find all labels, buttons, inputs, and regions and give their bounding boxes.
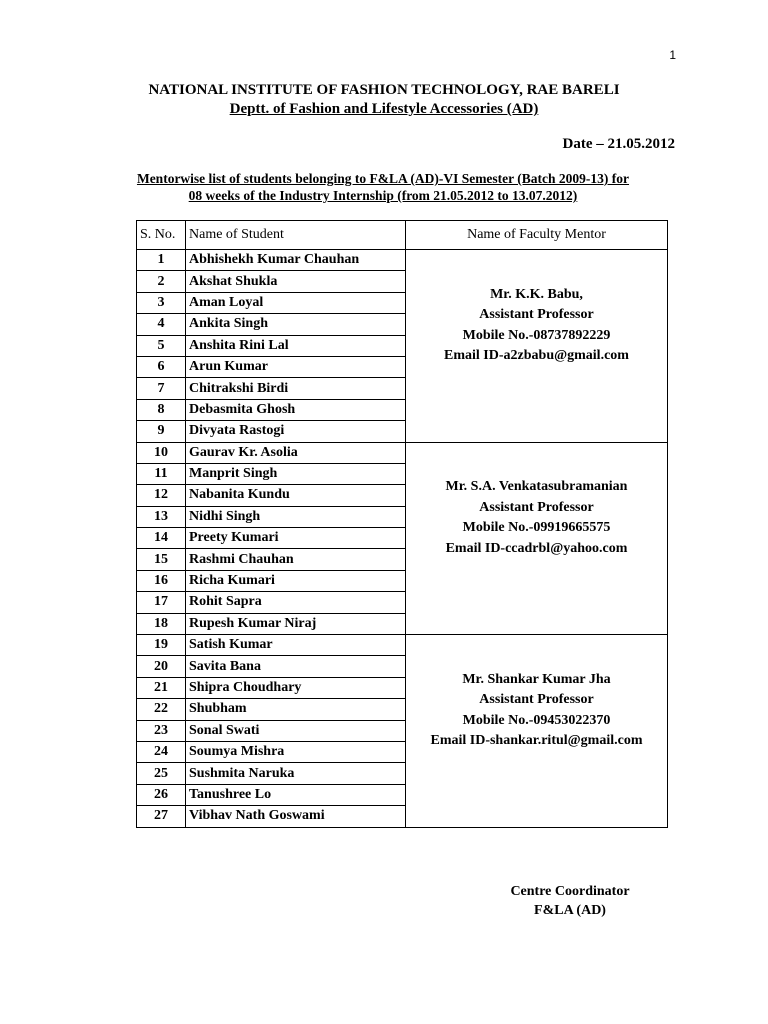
mentor-mobile: Mobile No.-09919665575 bbox=[462, 520, 611, 536]
mentor-name: Mr. Shankar Kumar Jha bbox=[462, 671, 611, 687]
coordinator-title: Centre Coordinator bbox=[510, 884, 630, 899]
student-name-cell: Sonal Swati bbox=[186, 720, 406, 741]
serial-number-cell: 22 bbox=[137, 699, 186, 720]
serial-number-cell: 10 bbox=[137, 442, 186, 463]
student-name-cell: Anshita Rini Lal bbox=[186, 335, 406, 356]
mentor-email: Email ID-shankar.ritul@gmail.com bbox=[430, 733, 643, 749]
serial-number-cell: 11 bbox=[137, 463, 186, 484]
serial-number-cell: 23 bbox=[137, 720, 186, 741]
table-header-row bbox=[137, 221, 668, 250]
mentor-designation: Assistant Professor bbox=[479, 307, 594, 323]
mentor-student-table bbox=[136, 220, 668, 828]
student-name-cell: Satish Kumar bbox=[186, 635, 406, 656]
department-title: Deptt. of Fashion and Lifestyle Accessories (AD) bbox=[229, 101, 539, 117]
serial-number-cell: 21 bbox=[137, 677, 186, 698]
mentor-mobile: Mobile No.-08737892229 bbox=[462, 327, 611, 343]
signature-block bbox=[470, 882, 670, 920]
serial-number-cell: 4 bbox=[137, 314, 186, 335]
serial-number-cell: 12 bbox=[137, 485, 186, 506]
serial-number-cell: 24 bbox=[137, 741, 186, 762]
mentor-name: Mr. K.K. Babu, bbox=[490, 286, 583, 302]
serial-number-cell: 20 bbox=[137, 656, 186, 677]
student-name-cell: Rupesh Kumar Niraj bbox=[186, 613, 406, 634]
student-name-cell: Akshat Shukla bbox=[186, 271, 406, 292]
mentor-name: Mr. S.A. Venkatasubramanian bbox=[445, 479, 628, 495]
student-name-cell: Divyata Rastogi bbox=[186, 421, 406, 442]
list-heading bbox=[110, 170, 656, 204]
student-name-cell: Nidhi Singh bbox=[186, 506, 406, 527]
mentor-email: Email ID-ccadrbl@yahoo.com bbox=[445, 540, 628, 556]
student-name-cell: Rashmi Chauhan bbox=[186, 549, 406, 570]
table-row bbox=[137, 635, 668, 656]
student-name-cell: Preety Kumari bbox=[186, 528, 406, 549]
serial-number-cell: 26 bbox=[137, 784, 186, 805]
student-name-cell: Debasmita Ghosh bbox=[186, 399, 406, 420]
mentor-mobile: Mobile No.-09453022370 bbox=[462, 712, 611, 728]
student-name-cell: Aman Loyal bbox=[186, 292, 406, 313]
serial-number-cell: 8 bbox=[137, 399, 186, 420]
serial-number-cell: 2 bbox=[137, 271, 186, 292]
student-name-cell: Richa Kumari bbox=[186, 570, 406, 591]
serial-number-cell: 27 bbox=[137, 806, 186, 827]
table-row bbox=[137, 250, 668, 271]
faculty-mentor-cell bbox=[406, 250, 668, 443]
mentor-designation: Assistant Professor bbox=[479, 499, 594, 515]
list-heading-line-1: Mentorwise list of students belonging to F&LA (AD)-VI Semester (Batch 2009-13) for bbox=[136, 171, 630, 186]
student-name-cell: Gaurav Kr. Asolia bbox=[186, 442, 406, 463]
student-name-cell: Rohit Sapra bbox=[186, 592, 406, 613]
serial-number-cell: 19 bbox=[137, 635, 186, 656]
student-name-cell: Nabanita Kundu bbox=[186, 485, 406, 506]
faculty-mentor-cell bbox=[406, 635, 668, 828]
table-row bbox=[137, 442, 668, 463]
student-name-cell: Ankita Singh bbox=[186, 314, 406, 335]
list-heading-line-2: 08 weeks of the Industry Internship (from 21.05.2012 to 13.07.2012) bbox=[188, 188, 578, 203]
coordinator-department: F&LA (AD) bbox=[534, 903, 606, 918]
serial-number-cell: 25 bbox=[137, 763, 186, 784]
student-name-cell: Sushmita Naruka bbox=[186, 763, 406, 784]
student-name-cell: Shipra Choudhary bbox=[186, 677, 406, 698]
mentor-details bbox=[409, 670, 664, 792]
mentor-details bbox=[409, 477, 664, 599]
serial-number-cell: 18 bbox=[137, 613, 186, 634]
mentor-designation: Assistant Professor bbox=[479, 692, 594, 708]
document-date: Date – 21.05.2012 bbox=[562, 136, 675, 152]
student-name-cell: Savita Bana bbox=[186, 656, 406, 677]
serial-number-cell: 15 bbox=[137, 549, 186, 570]
student-name-cell: Vibhav Nath Goswami bbox=[186, 806, 406, 827]
page-number: 1 bbox=[669, 48, 676, 62]
mentor-details bbox=[409, 285, 664, 407]
serial-number-cell: 17 bbox=[137, 592, 186, 613]
student-name-cell: Shubham bbox=[186, 699, 406, 720]
column-header-sno: S. No. bbox=[137, 221, 186, 250]
mentor-email: Email ID-a2zbabu@gmail.com bbox=[444, 348, 629, 364]
serial-number-cell: 1 bbox=[137, 250, 186, 271]
serial-number-cell: 3 bbox=[137, 292, 186, 313]
faculty-mentor-cell bbox=[406, 442, 668, 635]
serial-number-cell: 13 bbox=[137, 506, 186, 527]
student-name-cell: Tanushree Lo bbox=[186, 784, 406, 805]
student-name-cell: Chitrakshi Birdi bbox=[186, 378, 406, 399]
serial-number-cell: 14 bbox=[137, 528, 186, 549]
table-body bbox=[137, 250, 668, 828]
column-header-student: Name of Student bbox=[186, 221, 406, 250]
serial-number-cell: 9 bbox=[137, 421, 186, 442]
student-name-cell: Manprit Singh bbox=[186, 463, 406, 484]
serial-number-cell: 6 bbox=[137, 356, 186, 377]
student-name-cell: Arun Kumar bbox=[186, 356, 406, 377]
serial-number-cell: 5 bbox=[137, 335, 186, 356]
column-header-mentor: Name of Faculty Mentor bbox=[406, 221, 668, 250]
student-name-cell: Soumya Mishra bbox=[186, 741, 406, 762]
serial-number-cell: 16 bbox=[137, 570, 186, 591]
student-name-cell: Abhishekh Kumar Chauhan bbox=[186, 250, 406, 271]
institute-title: NATIONAL INSTITUTE OF FASHION TECHNOLOGY, RAE BARELI bbox=[148, 82, 620, 98]
serial-number-cell: 7 bbox=[137, 378, 186, 399]
